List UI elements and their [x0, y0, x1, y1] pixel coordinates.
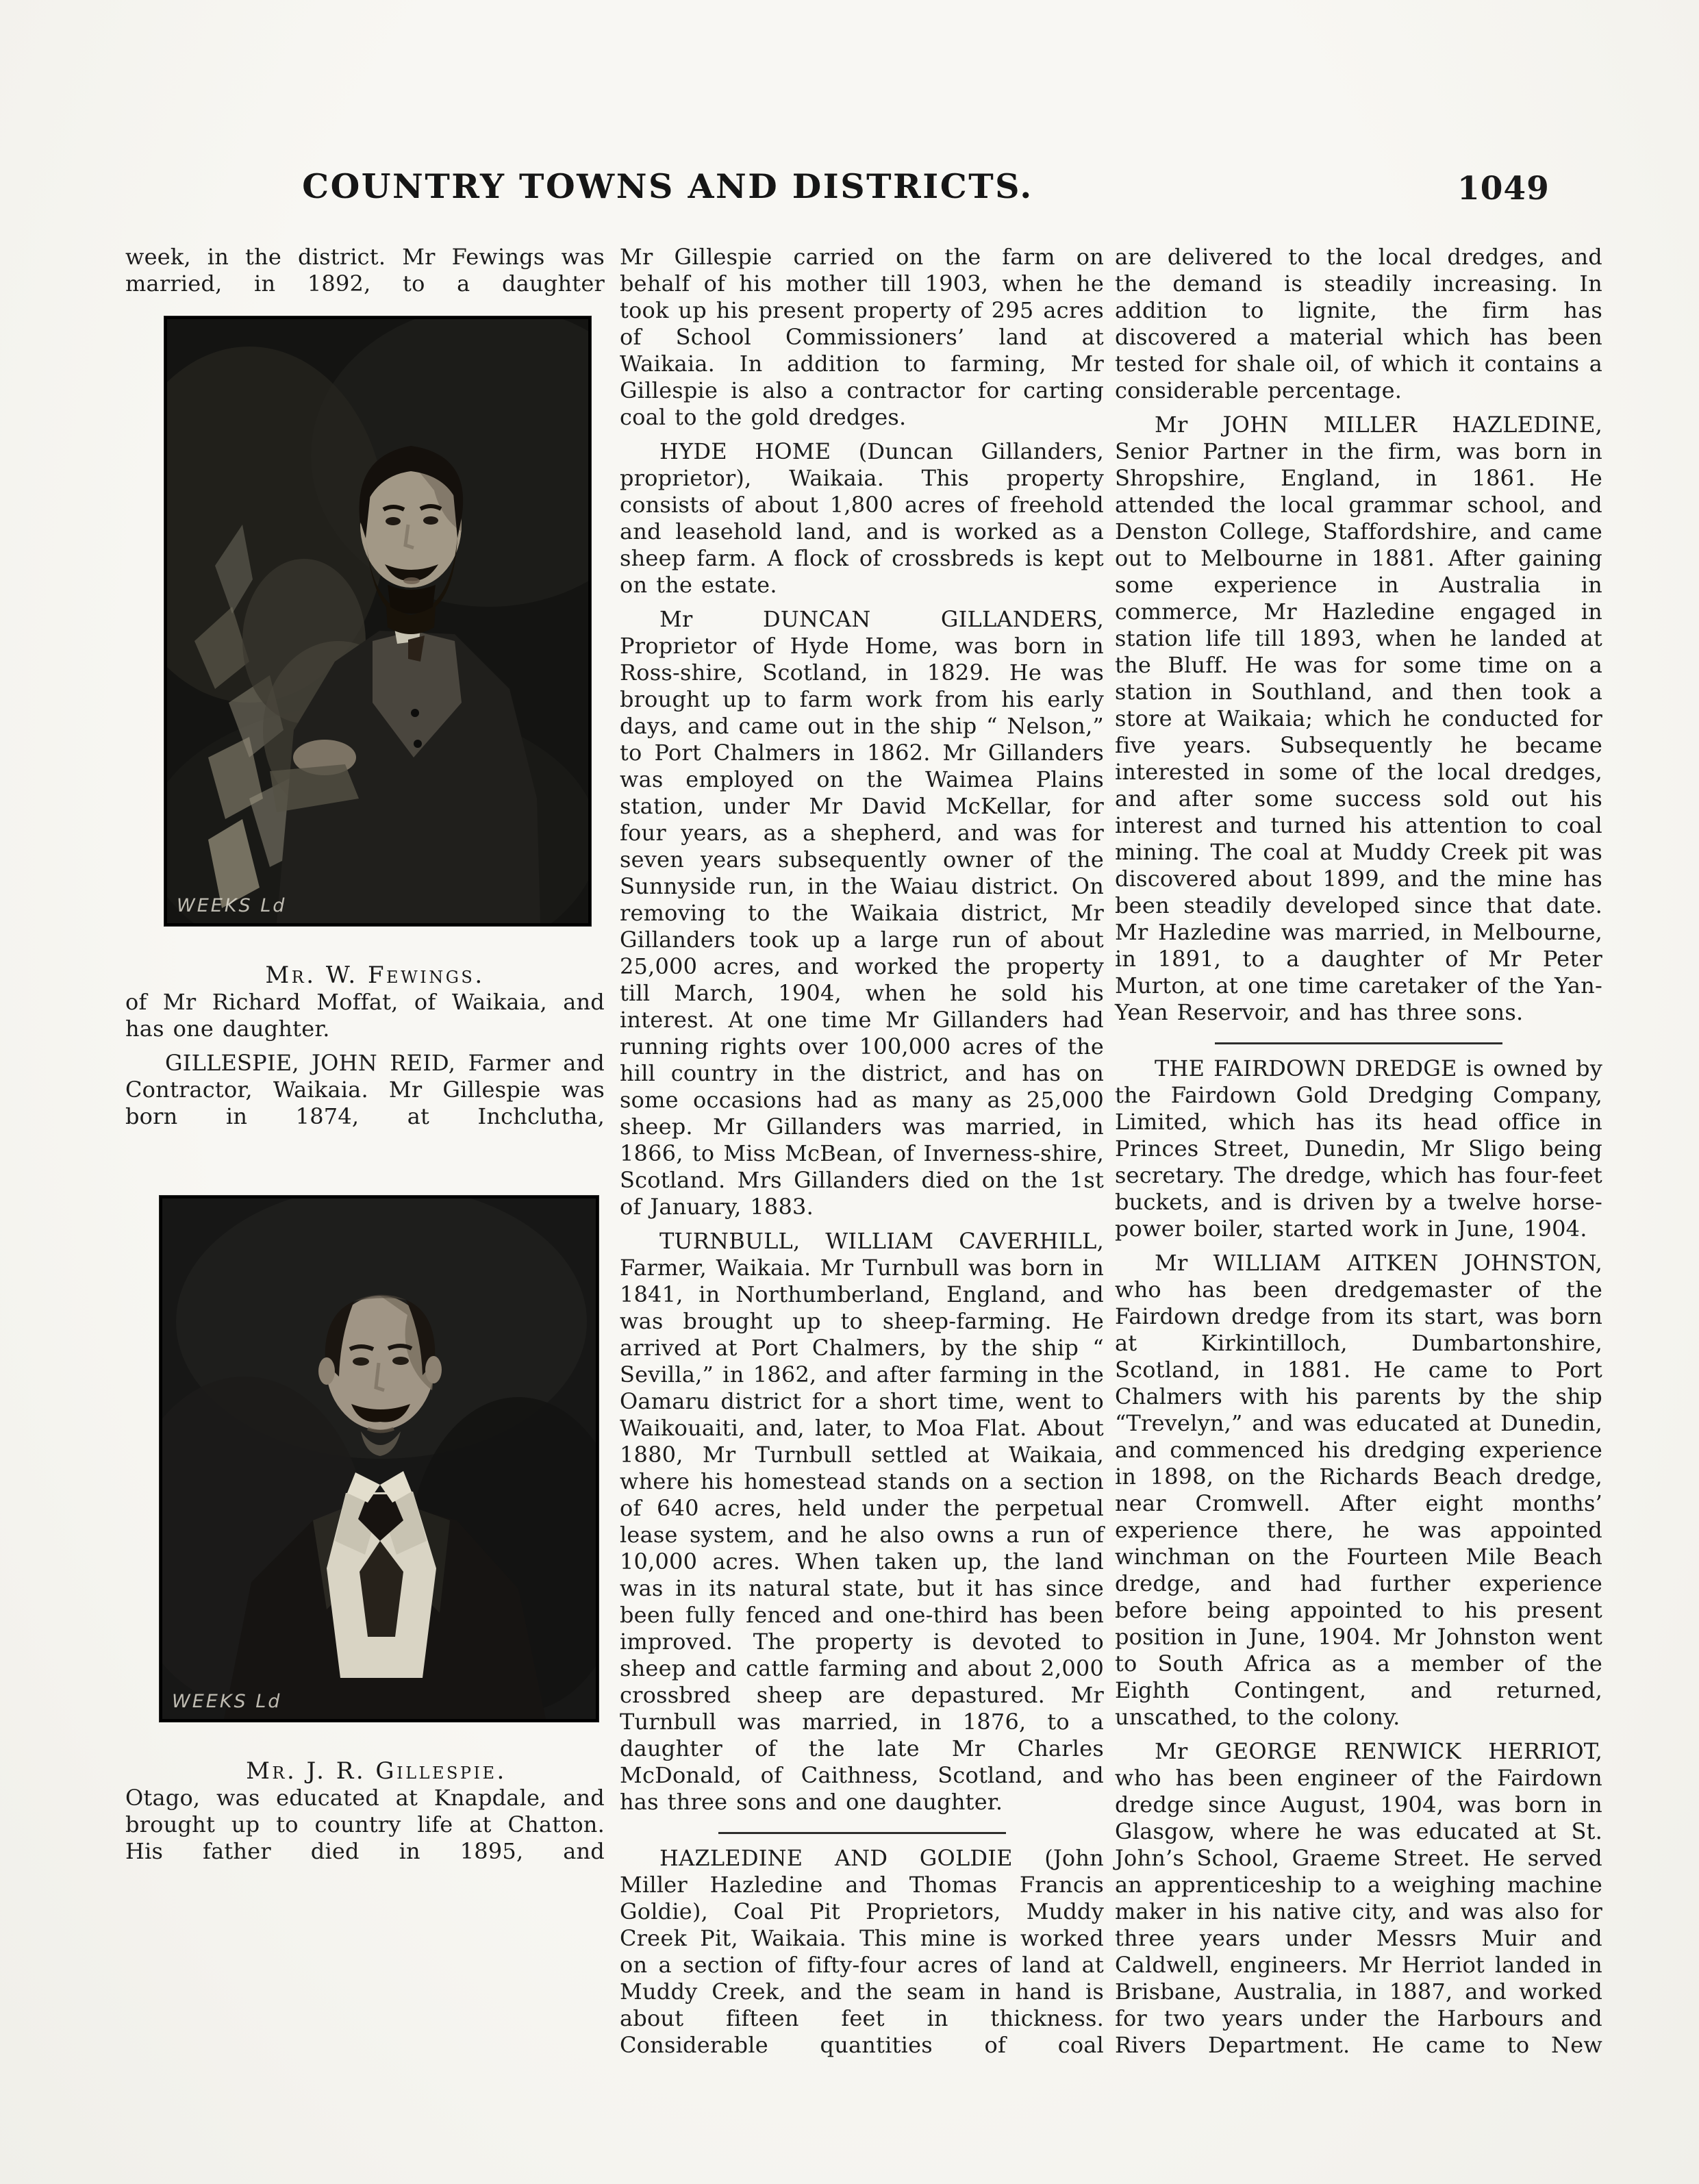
- paragraph: GILLESPIE, JOHN REID, Farmer and Contractor, Waikaia. Mr Gillespie was born in 1874, at Inchclutha,: [125, 1050, 605, 1129]
- fewings-portrait-photo: [164, 316, 591, 926]
- photo-caption-gillespie: Mr. J. R. Gillespie.: [246, 1757, 507, 1785]
- paragraph: Mr JOHN MILLER HAZLEDINE, Senior Partner in the firm, was born in Shropshire, England, in 1861. He attended the local grammar school, and Denston College, Staffordshire, and came out to Melbourne in 1881. After gaining some experience in Australia in commerce, Mr Hazledine engaged in station life till 1893, when he landed at the Bluff. He was for some time on a station in Southland, and then took a store at Waikaia; which he conducted for five years. Subsequently he became interested in some of the local dredges, and after some success sold out his interest and turned his attention to coal mining. The coal at Muddy Creek pit was discovered about 1899, and the mine has been steadily developed since that date. Mr Hazledine was married, in Melbourne, in 1891, to a daughter of Mr Peter Murton, at one time caretaker of the Yan-Yean Reservoir, and has three sons.: [1115, 412, 1602, 1025]
- paragraph: Mr DUNCAN GILLANDERS, Proprietor of Hyde Home, was born in Ross-shire, Scotland, in 1829. He was brought up to farm work from his early days, and came out in the ship “ Nelson,” to Port Chalmers in 1862. Mr Gillanders was employed on the Waimea Plains station, under Mr David McKellar, for four years, as a shepherd, and was for seven years subsequently owner of the Sunnyside run, in the Waiau district. On removing to the Waikaia district, Mr Gillanders took up a large run of about 25,000 acres, and worked the property till March, 1904, when he sold his interest. At one time Mr Gillanders had running rights over 100,000 acres of the hill country in the district, and has on some occasions had as many as 25,000 sheep. Mr Gillanders was married, in 1866, to Miss McBean, of Inverness-shire, Scotland. Mrs Gillanders died on the 1st of January, 1883.: [620, 606, 1104, 1220]
- paragraph: Otago, was educated at Knapdale, and brought up to country life at Chatton. His father died in 1895, and: [125, 1785, 605, 1864]
- column-left: [125, 244, 605, 1865]
- photographer-watermark: WEEKS Ld: [177, 895, 287, 916]
- gillespie-portrait-image: [162, 1198, 596, 1719]
- column-middle: [620, 244, 1104, 2059]
- paragraph: Mr GEORGE RENWICK HERRIOT, who has been engineer of the Fairdown dredge since August, 1904, was born in Glasgow, where he was educated at St. John’s School, Graeme Street. He served an apprenticeship to a weighing machine maker in his native city, and was also for three years under Messrs Muir and Caldwell, engineers. Mr Herriot landed in Brisbane, Australia, in 1887, and worked for two years under the Harbours and Rivers Department. He came to New: [1115, 1738, 1602, 2058]
- page-number: 1049: [1457, 170, 1550, 208]
- paragraph: of Mr Richard Moffat, of Waikaia, and has one daughter.: [125, 989, 605, 1042]
- paragraph: THE FAIRDOWN DREDGE is owned by the Fairdown Gold Dredging Company, Limited, which has its head office in Princes Street, Dunedin, Mr Sligo being secretary. The dredge, which has four-feet buckets, and is driven by a twelve horse-power boiler, started work in June, 1904.: [1115, 1055, 1602, 1242]
- paragraph: are delivered to the local dredges, and the demand is steadily increasing. In addition to lignite, the firm has discovered a material which has been tested for shale oil, of which it contains a considerable percentage.: [1115, 244, 1602, 403]
- section-divider: [1215, 1042, 1502, 1044]
- photo-caption-fewings: Mr. W. Fewings.: [265, 962, 485, 989]
- column-right: [1115, 244, 1602, 2059]
- gillespie-portrait-photo: [160, 1196, 599, 1722]
- paragraph: HYDE HOME (Duncan Gillanders, proprietor), Waikaia. This property consists of about 1,800 acres of freehold and leasehold land, and is worked as a sheep farm. A flock of crossbreds is kept on the estate.: [620, 438, 1104, 598]
- fewings-portrait-image: [167, 319, 588, 923]
- page-title: COUNTRY TOWNS AND DISTRICTS.: [302, 166, 1033, 206]
- paragraph: HAZLEDINE AND GOLDIE (John Miller Hazledine and Thomas Francis Goldie), Coal Pit Proprietors, Muddy Creek Pit, Waikaia. This mine is worked on a section of fifty-four acres of land at Muddy Creek, and the seam in hand is about fifteen feet in thickness. Considerable quantities of coal: [620, 1845, 1104, 2058]
- section-divider: [718, 1832, 1006, 1834]
- paragraph: Mr Gillespie carried on the farm on behalf of his mother till 1903, when he took up his present property of 295 acres of School Commissioners’ land at Waikaia. In addition to farming, Mr Gillespie is also a contractor for carting coal to the gold dredges.: [620, 244, 1104, 430]
- photographer-watermark: WEEKS Ld: [172, 1691, 282, 1712]
- paragraph: week, in the district. Mr Fewings was married, in 1892, to a daughter: [125, 244, 605, 297]
- paragraph: Mr WILLIAM AITKEN JOHNSTON, who has been dredgemaster of the Fairdown dredge from its start, was born at Kirkintilloch, Dumbartonshire, Scotland, in 1881. He came to Port Chalmers with his parents by the ship “Trevelyn,” and was educated at Dunedin, and commenced his dredging experience in 1898, on the Richards Beach dredge, near Cromwell. After eight months’ experience there, he was appointed winchman on the Fourteen Mile Beach dredge, and had further experience before being appointed to his present position in June, 1904. Mr Johnston went to South Africa as a member of the Eighth Contingent, and returned, unscathed, to the colony.: [1115, 1250, 1602, 1730]
- paragraph: TURNBULL, WILLIAM CAVERHILL, Farmer, Waikaia. Mr Turnbull was born in 1841, in Northumberland, England, and was brought up to sheep-farming. He arrived at Port Chalmers, by the ship “ Sevilla,” in 1862, and after farming in the Oamaru district for a short time, went to Waikouaiti, and, later, to Moa Flat. About 1880, Mr Turnbull settled at Waikaia, where his homestead stands on a section of 640 acres, held under the perpetual lease system, and he also owns a run of 10,000 acres. When taken up, the land was in its natural state, but it has since been fully fenced and one-third has been improved. The property is devoted to sheep and cattle farming and about 2,000 crossbred sheep are depastured. Mr Turnbull was married, in 1876, to a daughter of the late Mr Charles McDonald, of Caithness, Scotland, and has three sons and one daughter.: [620, 1228, 1104, 1815]
